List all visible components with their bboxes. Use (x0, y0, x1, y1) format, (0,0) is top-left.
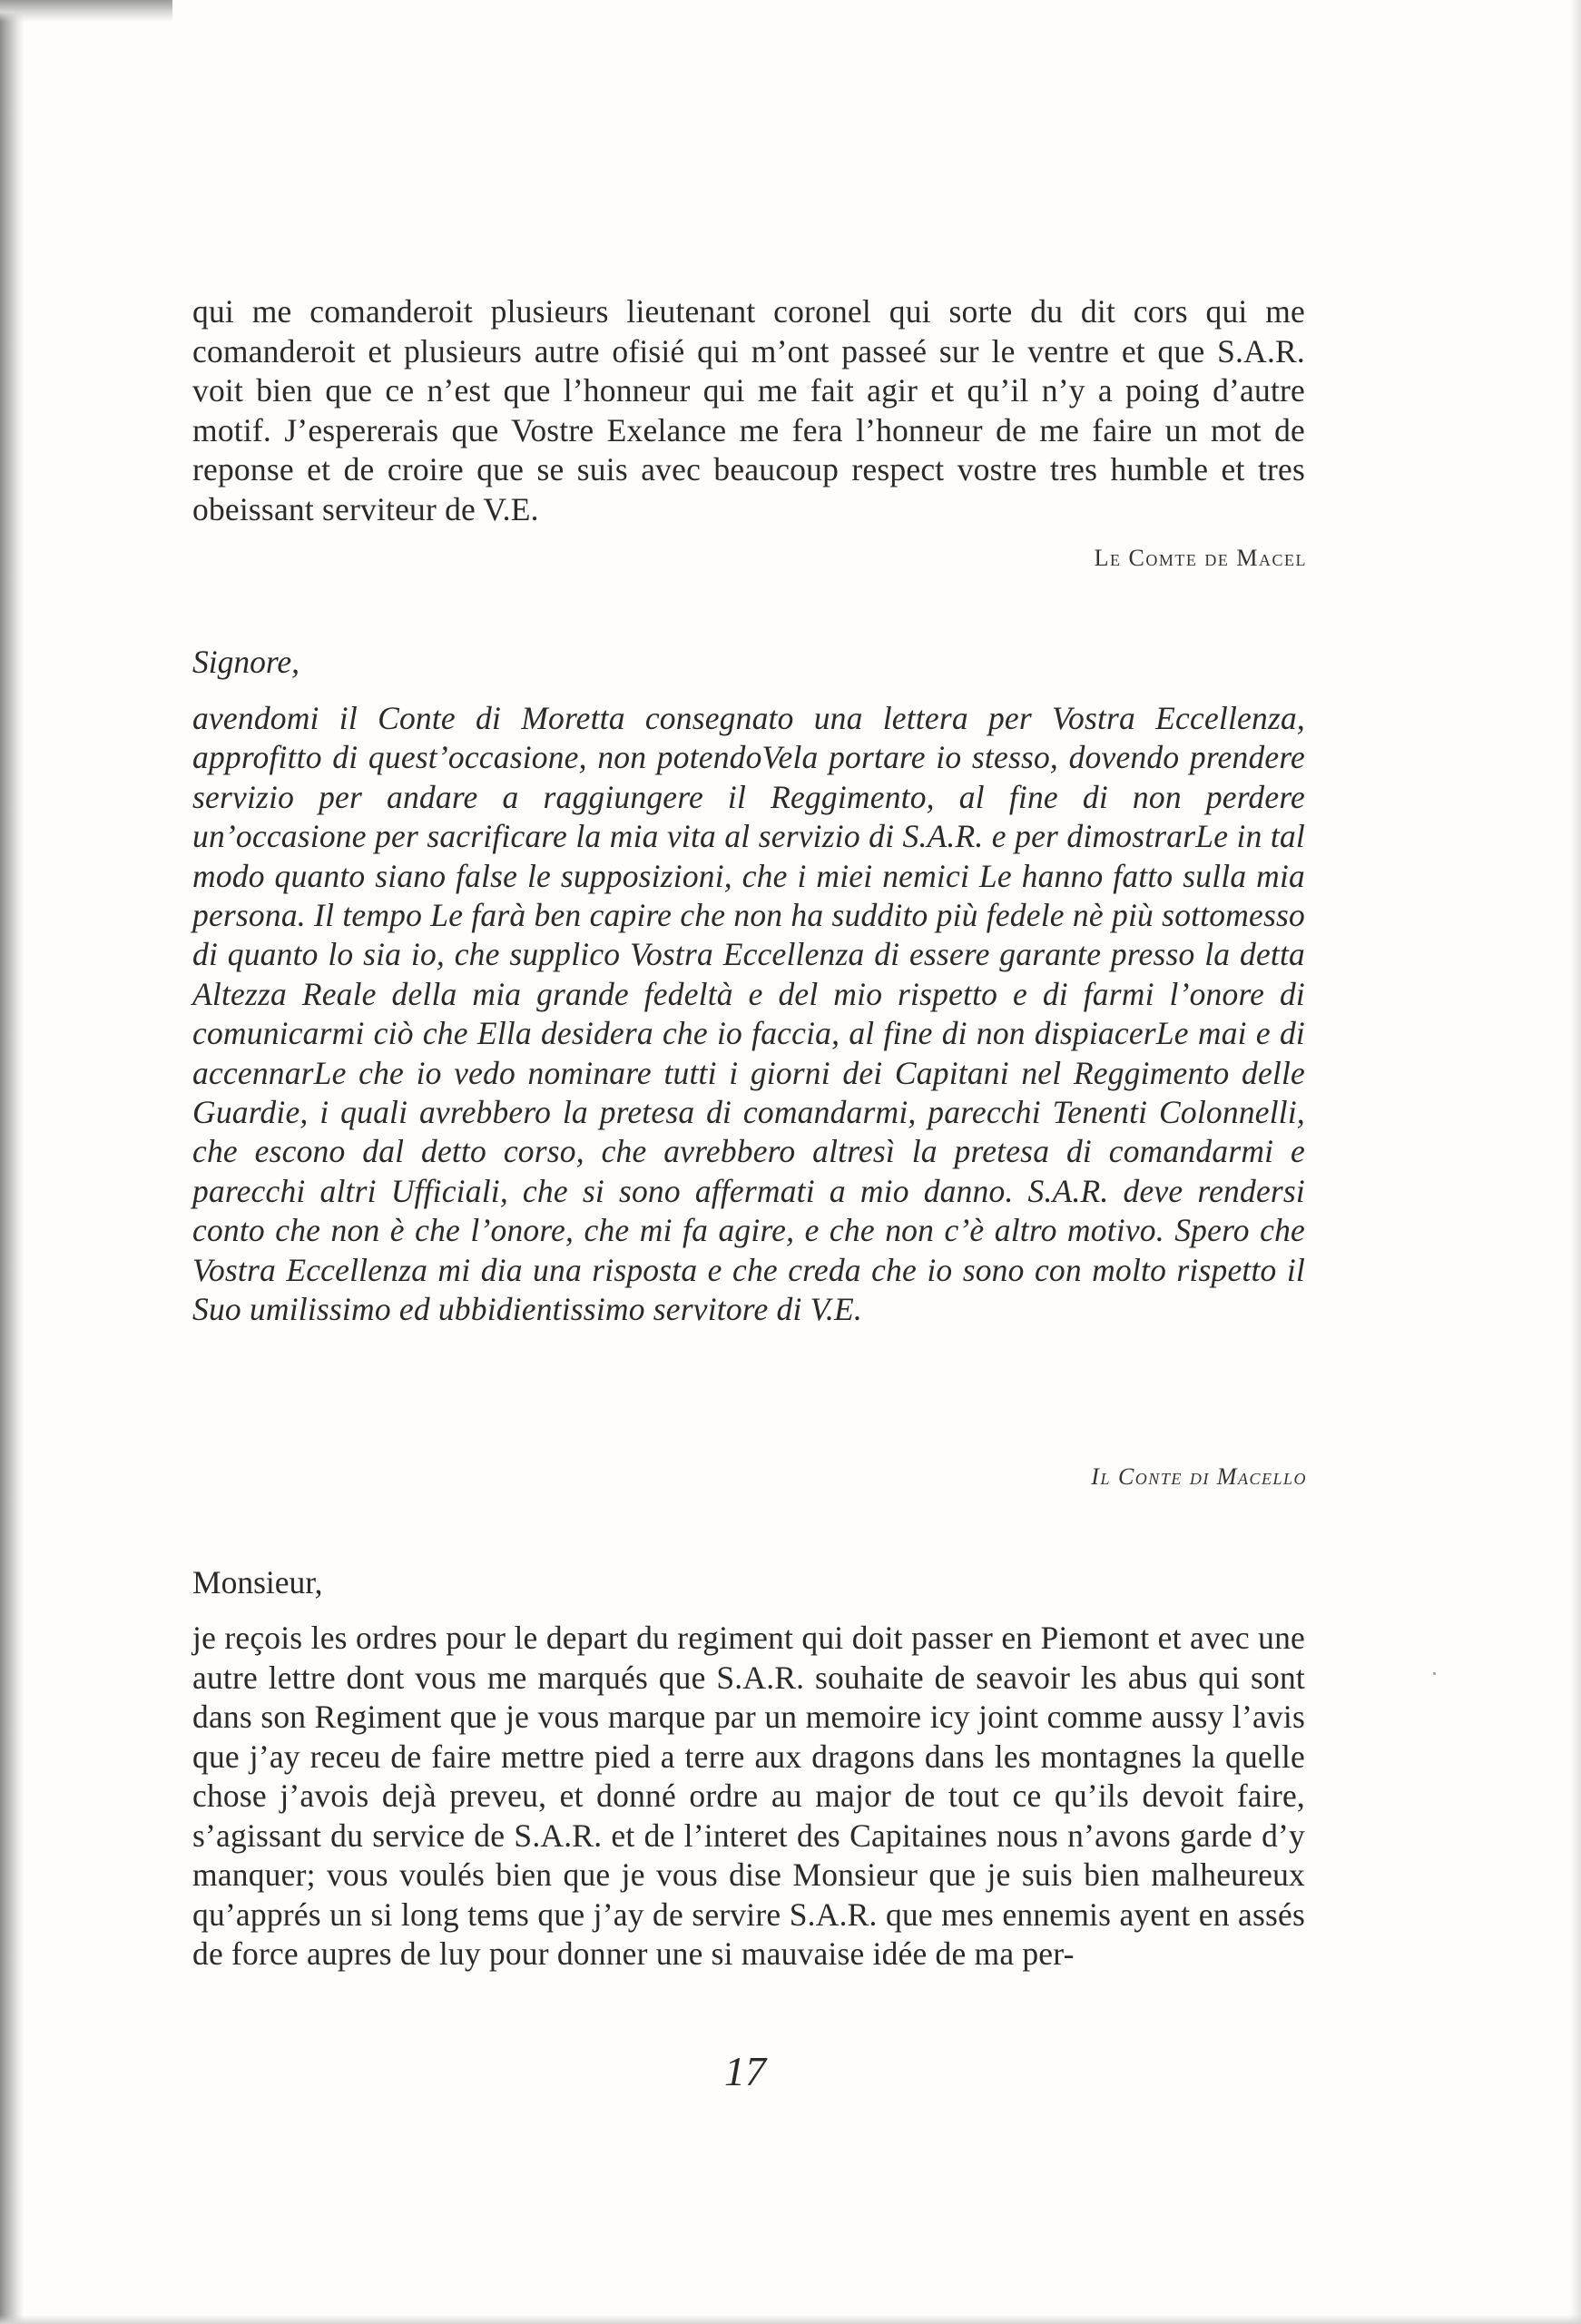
page-corner-shadow (0, 0, 172, 22)
letter3-salutation: Monsieur, (192, 1564, 323, 1600)
page-number: 17 (724, 2048, 766, 2094)
paper-speck (1433, 1672, 1436, 1675)
letter1-signature: Le Comte de Macel (1094, 545, 1307, 571)
book-spine-shadow (0, 0, 24, 2324)
page-right-edge (1570, 0, 1581, 2324)
letter3-body: je reçois les ordres pour le depart du regiment qui doit passer en Piemont et avec une autre lettre dont vous me marqués que S.A.R. souhaite de seavoir les abus qui sont dans son Regiment que je vous marque par un memoire icy joint comme aussy l’avis que j’ay receu de faire mettre pied a terre aux dragons dans les montagnes la quelle chose j’avois dejà preveu, et donné ordre au major de tout ce qu’ils devoit faire, s’agissant du service de S.A.R. et de l’interet des Capitaines nous n’avons garde d’y manquer; vous voulés bien que je vous dise Monsieur que je suis bien malheureux qu’apprés un si long tems que j’ay de servire S.A.R. que mes ennemis ayent en assés de force aupres de luy pour donner une si mauvaise idée de ma per- (192, 1620, 1305, 1972)
letter1-body: qui me comanderoit plusieurs lieutenant coronel qui sorte du dit cors qui me comanderoit et plusieurs autre ofisié qui m’ont passeé sur le ventre et que S.A.R. voit bien que ce n’est que l’honneur qui me fait agir et qu’il n’y a poing d’autre motif. J’espererais que Vostre Exelance me fera l’honneur de me faire un mot de reponse et de croire que se suis avec beaucoup respect vostre tres humble et tres obeissant serviteur de V.E. (192, 293, 1305, 527)
letter2-salutation: Signore, (192, 644, 300, 680)
letter2-body: avendomi il Conte di Moretta consegnato una lettera per Vostra Eccellenza, approfitto di quest’occasione, non potendoVela portare io stesso, dovendo prendere servizio per andare a raggiungere il Reggimento, al fine di non perdere un’occasione per sacrificare la mia vita al servizio di S.A.R. e per dimostrarLe in tal modo quanto siano false le supposizioni, che i miei nemici Le hanno fatto sulla mia persona. Il tempo Le farà ben capire che non ha suddito più fedele nè più sottomesso di quanto lo sia io, che supplico Vostra Eccellenza di essere garante presso la detta Altezza Reale della mia grande fedeltà e del mio rispetto e di farmi l’onore di comunicarmi ciò che Ella desidera che io faccia, al fine di non dispiacerLe mai e di accennarLe che io vedo nominare tutti i giorni dei Capitani nel Reggimento delle Guardie, i quali avrebbero la pretesa di comandarmi, parecchi Tenenti Colonnelli, che escono dal detto corso, che avrebbero altresì la pretesa di comandarmi e parecchi altri Ufficiali, che si sono affermati a mio danno. S.A.R. deve rendersi conto che non è che l’onore, che mi fa agire, e che non c’è altro motivo. Spero che Vostra Eccellenza mi dia una risposta e che creda che io sono con molto rispetto il Suo umilissimo ed ubbidientissimo servitore di V.E. (192, 700, 1305, 1328)
page-bottom-edge (0, 2315, 1581, 2324)
letter2-signature: Il Conte di Macello (1091, 1463, 1307, 1490)
